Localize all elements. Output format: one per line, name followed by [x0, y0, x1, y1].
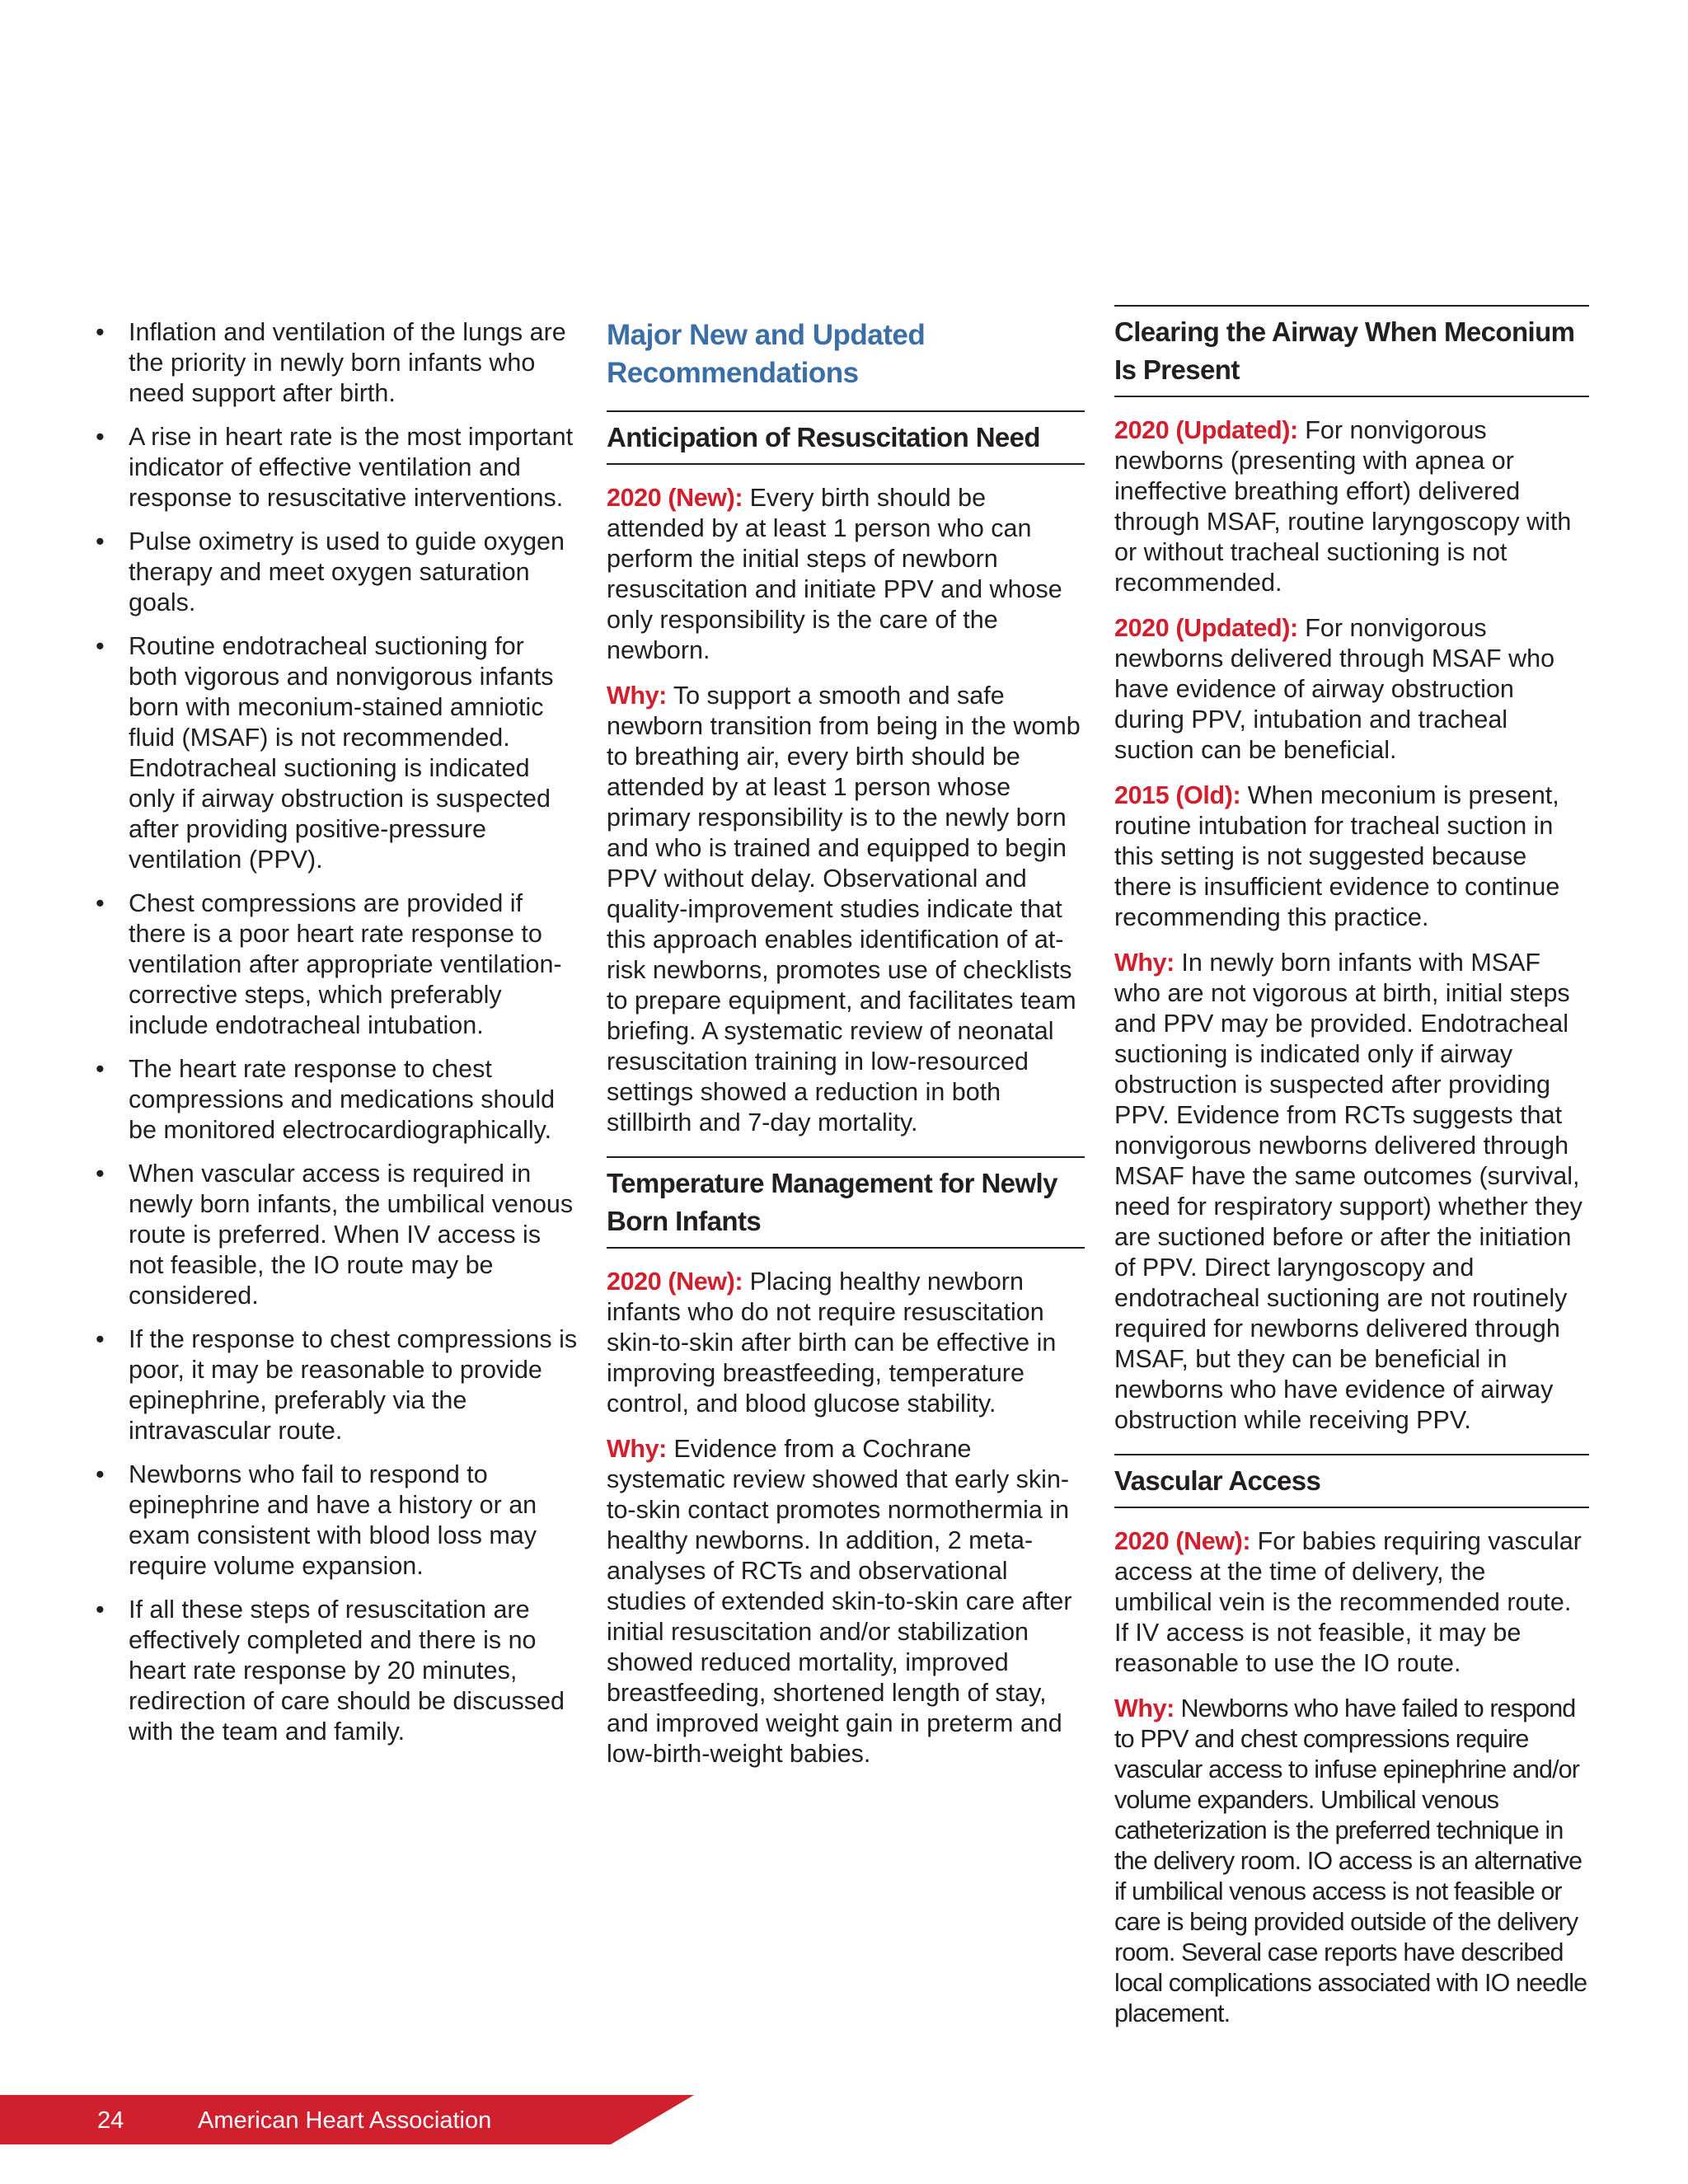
major-recommendations-title: Major New and Updated Recommendations — [607, 319, 926, 389]
meconium-updated-recommendation-2 — [1114, 613, 1589, 766]
new-label: 2020 (New): — [607, 1268, 743, 1296]
list-item: • If the response to chest compressions is poor, it may be reasonable to provide epinephrine, preferably via the intravascular route. — [92, 1324, 579, 1446]
meconium-section-header — [1114, 305, 1589, 397]
vascular-section-header — [1114, 1454, 1589, 1508]
list-item: • Pulse oximetry is used to guide oxygen therapy and meet oxygen saturation goals. — [92, 527, 579, 618]
list-item: • If all these steps of resuscitation are effectively completed and there is no heart rate response by 20 minutes, redirection of care should be discussed with the team and family. — [92, 1595, 579, 1747]
anticipation-section-header — [607, 410, 1085, 465]
list-item: • Chest compressions are provided if there is a poor heart rate response to ventilation after appropriate ventilation-corrective steps, which preferably include endotracheal intubation. — [92, 888, 579, 1041]
updated-label: 2020 (Updated): — [1114, 614, 1298, 642]
why-text: In newly born infants with MSAF who are not vigorous at birth, initial steps and PPV may be provided. Endotracheal suctioning is indicated only if airway obstruction is suspected after providing PPV. Evidence from RCTs suggests that nonvigorous newborns delivered through MSAF have the same outcomes (survival, need for respiratory support) whether they are suctioned before or after the initiation of PPV. Direct laryngoscopy and endotracheal suctioning are not routinely required for newborns delivered through MSAF, but they can be beneficial in newborns who have evidence of airway obstruction while receiving PPV. — [1114, 949, 1582, 1434]
list-item: • Routine endotracheal suctioning for both vigorous and nonvigorous infants born with meconium-stained amniotic fluid (MSAF) is not recommended. Endotracheal suctioning is indicated only if airway obstruction is suspected after providing positive-pressure ventilation (PPV). — [92, 631, 579, 875]
meconium-heading: Clearing the Airway When Meconium Is Present — [1114, 316, 1575, 385]
why-text: To support a smooth and safe newborn transition from being in the womb to breathing air, every birth should be attended by at least 1 person whose primary responsibility is to the newly born and who is trained and equipped to begin PPV without delay. Observational and quality-improvement studies indicate that this approach enables identification of at-risk newborns, promotes use of checklists to prepare equipment, and facilitates team briefing. A systematic review of neonatal resuscitation training in low-resourced settings showed a reduction in both stillbirth and 7-day mortality. — [607, 682, 1081, 1137]
why-label: Why: — [607, 1435, 667, 1463]
footer-organization: American Heart Association — [198, 2107, 492, 2134]
list-item: • When vascular access is required in newly born infants, the umbilical venous route is preferred. When IV access is not feasible, the IO route may be considered. — [92, 1159, 579, 1311]
why-label: Why: — [607, 682, 667, 710]
list-item: • Inflation and ventilation of the lungs are the priority in newly born infants who need support after birth. — [92, 317, 579, 409]
recommendation-text: When meconium is present, routine intubation for tracheal suction in this setting is not suggested because there is insufficient evidence to continue recommending this practice. — [1114, 781, 1560, 931]
meconium-old-recommendation — [1114, 780, 1589, 933]
updated-label: 2020 (Updated): — [1114, 416, 1298, 444]
temperature-heading: Temperature Management for Newly Born Infants — [607, 1168, 1057, 1236]
old-label: 2015 (Old): — [1114, 781, 1241, 809]
recommendation-text: Placing healthy newborn infants who do not require resuscitation skin-to-skin after birth can be effective in improving breastfeeding, temperature control, and blood glucose stability. — [607, 1268, 1057, 1418]
left-column — [92, 313, 579, 1760]
meconium-updated-recommendation-1 — [1114, 415, 1589, 598]
vascular-new-recommendation — [1114, 1526, 1589, 1679]
list-item: • Newborns who fail to respond to epinephrine and have a history or an exam consistent with blood loss may require volume expansion. — [92, 1460, 579, 1582]
why-text: Newborns who have failed to respond to PPV and chest compressions require vascular access to infuse epinephrine and/or volume expanders. Umbilical venous catheterization is the preferred technique in the delivery room. IO access is an alternative if umbilical venous access is not feasible or care is being provided outside of the delivery room. Several case reports have described local complications associated with IO needle placement. — [1114, 1694, 1587, 2027]
vascular-why — [1114, 1694, 1589, 2029]
temperature-why — [607, 1434, 1085, 1769]
anticipation-new-recommendation — [607, 483, 1085, 666]
why-label: Why: — [1114, 949, 1175, 977]
meconium-why — [1114, 948, 1589, 1436]
why-text: Evidence from a Cochrane systematic review showed that early skin-to-skin contact promotes normothermia in healthy newborns. In addition, 2 meta-analyses of RCTs and observational studies of extended skin-to-skin care after initial resuscitation and/or stabilization showed reduced mortality, improved breastfeeding, shortened length of stay, and improved weight gain in preterm and low-birth-weight babies. — [607, 1435, 1072, 1768]
recommendation-text: For nonvigorous newborns delivered through MSAF who have evidence of airway obstruction during PPV, intubation and tracheal suction can be beneficial. — [1114, 614, 1555, 764]
anticipation-heading: Anticipation of Resuscitation Need — [607, 422, 1040, 452]
recommendation-text: Every birth should be attended by at least 1 person who can perform the initial steps of newborn resuscitation and initiate PPV and whose only responsibility is the care of the newborn. — [607, 484, 1062, 664]
middle-column — [607, 313, 1085, 1784]
list-item: • A rise in heart rate is the most important indicator of effective ventilation and response to resuscitative interventions. — [92, 422, 579, 513]
temperature-section-header — [607, 1156, 1085, 1249]
vascular-heading: Vascular Access — [1114, 1465, 1321, 1496]
recommendation-text: For babies requiring vascular access at the time of delivery, the umbilical vein is the recommended route. If IV access is not feasible, it may be reasonable to use the IO route. — [1114, 1527, 1582, 1677]
temperature-new-recommendation — [607, 1267, 1085, 1419]
page-number: 24 — [97, 2107, 124, 2134]
recommendation-text: For nonvigorous newborns (presenting with apnea or ineffective breathing effort) delivered through MSAF, routine laryngoscopy with or without tracheal suctioning is not recommended. — [1114, 416, 1572, 597]
right-column — [1114, 305, 1589, 2044]
new-label: 2020 (New): — [607, 484, 743, 512]
new-label: 2020 (New): — [1114, 1527, 1251, 1555]
key-points-list — [92, 317, 579, 1747]
anticipation-why — [607, 681, 1085, 1138]
list-item: • The heart rate response to chest compressions and medications should be monitored electrocardiographically. — [92, 1054, 579, 1146]
why-label: Why: — [1114, 1694, 1175, 1722]
